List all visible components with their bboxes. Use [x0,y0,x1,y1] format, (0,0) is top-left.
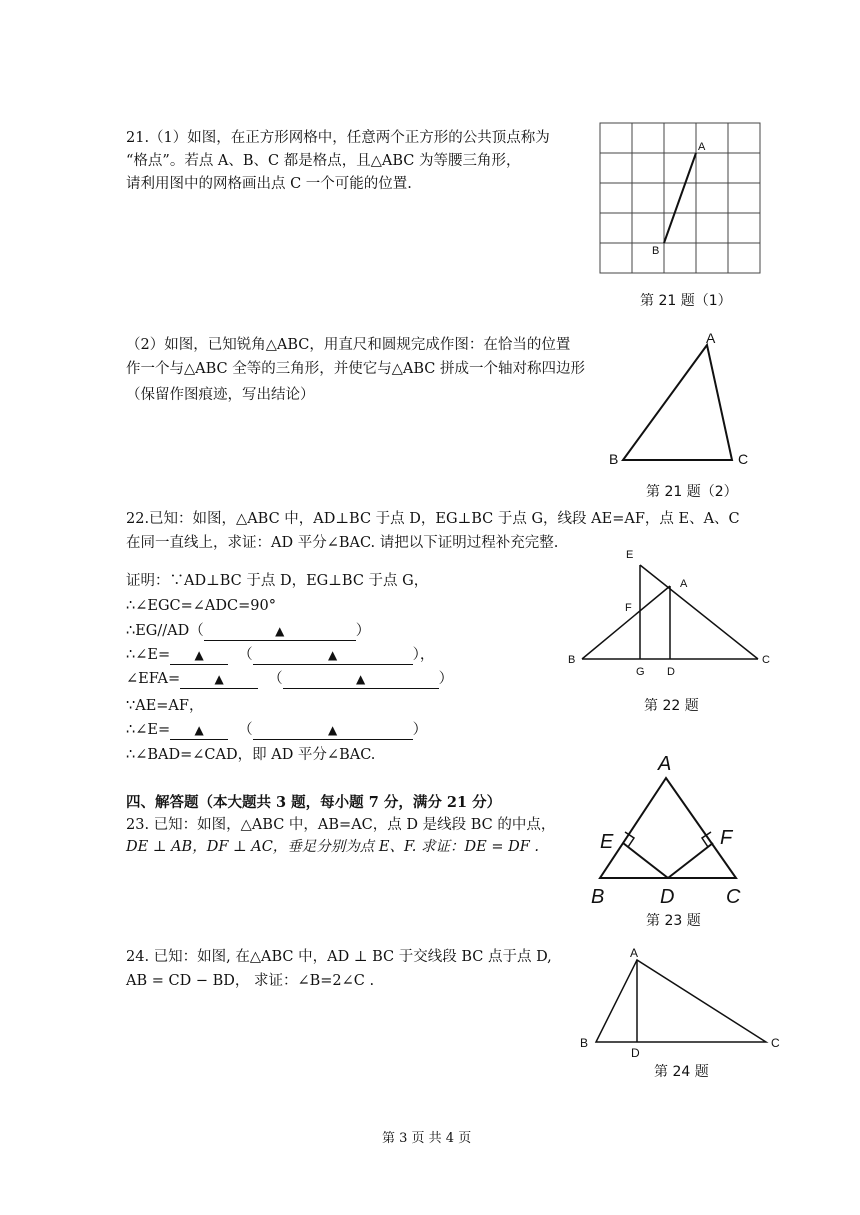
q24-line2: AB = CD − BD， 求证：∠B=2∠C . [126,973,375,989]
point-a-label: A [698,141,706,153]
q22-line1: 22.已知：如图，△ABC 中，AD⊥BC 于点 D，EG⊥BC 于点 G，线段 AE=AF，点 E、A、C [126,511,740,527]
vertex-c-label: C [738,451,749,467]
q21-line1: 21.（1）如图，在正方形网格中，任意两个正方形的公共顶点称为 [126,130,550,146]
proof-line-4: ∴∠E= ▲ （ ▲ ）， [126,647,435,663]
proof-line-7: ∴∠E= ▲ （ ▲ ） [126,722,428,738]
point-f-label: F [625,602,632,614]
point-b-label: B [652,245,660,257]
q24-caption: 第 24 题 [654,1064,709,1080]
proof-line-1: 证明：∵AD⊥BC 于点 D，EG⊥BC 于点 G， [126,573,429,589]
vertex-b-label: B [609,451,619,467]
proof-line-6: ∵AE=AF， [126,698,204,714]
point-a-label: A [658,753,672,775]
proof-line-5: ∠EFA= ▲ （ ▲ ） [126,671,454,687]
point-c-label: C [762,654,770,666]
proof-line-2: ∴∠EGC=∠ADC=90° [126,598,276,614]
answer-blank-mark: ▲ [356,672,366,686]
q22-caption: 第 22 题 [644,698,699,714]
q21-caption2: 第 21 题（2） [646,484,738,500]
q21-triangle-figure [600,330,760,470]
point-d-label: D [631,1046,640,1060]
q23-caption: 第 23 题 [646,913,701,929]
point-f-label: F [720,827,733,849]
q21-grid-figure [596,120,766,280]
q24-line1: 24. 已知：如图, 在△ABC 中，AD ⊥ BC 于交线段 BC 点于点 D, [126,949,552,965]
page-number: 第 3 页 共 4 页 [382,1131,472,1146]
point-d-label: D [660,886,675,908]
vertex-a-label: A [706,330,716,346]
proof-line-8: ∴∠BAD=∠CAD，即 AD 平分∠BAC. [126,747,376,763]
q21-line3: 请利用图中的网格画出点 C 一个可能的位置. [126,176,412,192]
q21-part2-line3: （保留作图痕迹，写出结论） [126,387,315,403]
answer-blank-mark: ▲ [327,648,338,662]
answer-blank-mark: ▲ [214,672,224,686]
segment-ab [664,153,696,243]
answer-blank-mark: ▲ [194,648,204,662]
answer-blank-mark: ▲ [194,723,204,737]
point-b-label: B [591,886,605,908]
q23-line1: 23. 已知：如图，△ABC 中，AB=AC，点 D 是线段 BC 的中点， [126,817,556,833]
point-c-label: C [726,886,741,908]
q23-line2: DE ⊥ AB，DF ⊥ AC，垂足分别为点 E、F. 求证：DE = DF . [126,839,539,855]
point-a-label: A [630,946,639,960]
q21-part2-line1: （2）如图，已知锐角△ABC，用直尺和圆规完成作图：在恰当的位置 [126,337,571,353]
q21-line2: “格点”。若点 A、B、C 都是格点，且△ABC 为等腰三角形， [126,153,521,169]
q22-figure [560,545,790,678]
point-d-label: D [667,666,675,678]
proof-line-3: ∴EG//AD（ ▲ ） [126,623,371,639]
point-b-label: B [580,1036,589,1050]
section4-heading: 四、解答题（本大题共 3 题，每小题 7 分，满分 21 分） [126,794,502,811]
q23-figure [588,748,748,908]
point-g-label: G [636,666,645,678]
q21-part2-line2: 作一个与△ABC 全等的三角形，并使它与△ABC 拼成一个轴对称四边形 [126,361,585,377]
point-c-label: C [771,1036,780,1050]
answer-blank-mark: ▲ [327,723,338,737]
point-e-label: E [600,831,614,853]
answer-blank-mark: ▲ [275,624,285,638]
point-e-label: E [626,549,634,561]
q21-caption1: 第 21 题（1） [640,293,732,309]
q24-figure [570,945,790,1060]
point-b-label: B [568,654,576,666]
q22-line2: 在同一直线上，求证：AD 平分∠BAC. 请把以下证明过程补充完整. [126,535,559,551]
point-a-label: A [680,578,688,590]
